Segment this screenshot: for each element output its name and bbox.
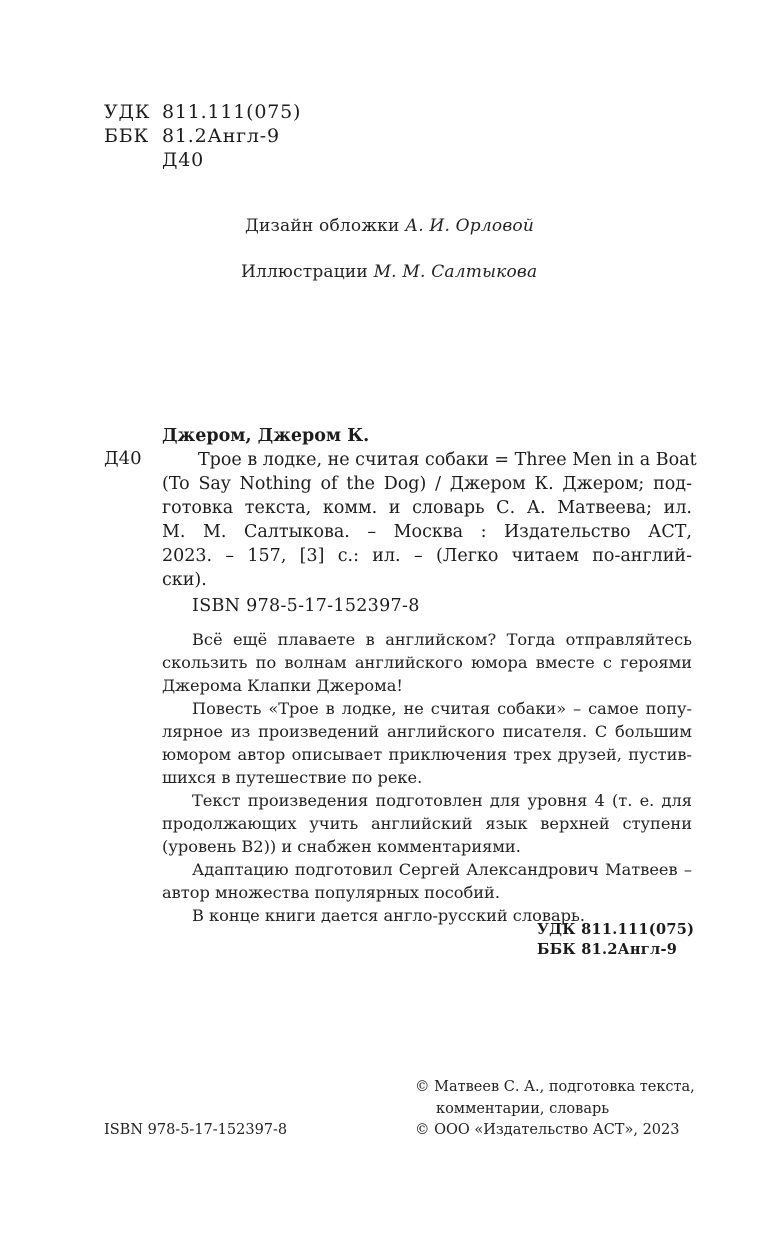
- illustrations-credit: [241, 262, 537, 282]
- annotation-paragraph: [162, 628, 692, 697]
- annotation-line: Адаптацию подготовил Сергей Александрович Матвеев –: [192, 860, 692, 879]
- annotation-line: (уровень B2)) и снабжен комментариями.: [162, 837, 521, 856]
- udk-code-right: УДК 811.111(075): [537, 921, 695, 938]
- isbn-record: ISBN 978-5-17-152397-8: [192, 596, 420, 616]
- annotation-line: продолжающих учить английский язык верхней ступени: [162, 814, 692, 833]
- annotation-line: скользить по волнам английского юмора вместе с героями: [162, 653, 692, 672]
- bib-line: Трое в лодке, не считая собаки = Three Men in a Boat: [198, 450, 697, 470]
- cover-design-prefix: Дизайн обложки: [245, 216, 400, 236]
- annotation-paragraph: [162, 858, 692, 904]
- annotation-paragraph: [162, 789, 692, 858]
- illustrator-name: М. М. Салтыкова: [373, 262, 538, 282]
- illustrations-prefix: Иллюстрации: [241, 262, 368, 282]
- author-mark: Д40: [162, 149, 205, 171]
- annotation-line: шихся в путешествие по реке.: [162, 768, 423, 787]
- annotation-line: автор множества популярных пособий.: [162, 883, 500, 902]
- udk-label: УДК: [104, 101, 151, 123]
- annotation-line: Текст произведения подготовлен для уровня 4 (т. е. для: [192, 791, 692, 810]
- bbk-label: ББК: [104, 125, 150, 147]
- bbk-code-right: ББК 81.2Англ-9: [537, 941, 678, 958]
- udk-value: 811.111(075): [162, 101, 302, 123]
- copyright-editor-line2: комментарии, словарь: [436, 1101, 610, 1117]
- bib-author-mark: Д40: [104, 448, 142, 469]
- annotation-line: Всё ещё плаваете в английском? Тогда отправляйтесь: [192, 630, 692, 649]
- annotation-line: В конце книги дается англо-русский словарь.: [192, 906, 585, 925]
- annotation-line: Джерома Клапки Джерома!: [162, 676, 403, 695]
- bbk-value: 81.2Англ-9: [162, 125, 280, 147]
- cover-designer-name: А. И. Орловой: [405, 216, 535, 236]
- annotation-line: юмором автор описывает приключения трех друзей, пустив-: [162, 745, 692, 764]
- bib-line: готовка текста, комм. и словарь С. А. Матвеева; ил.: [162, 498, 692, 518]
- annotation-line: лярное из произведений английского писателя. С большим: [162, 722, 692, 741]
- copyright-editor-line1: © Матвеев С. А., подготовка текста,: [415, 1079, 695, 1095]
- isbn-footer: ISBN 978-5-17-152397-8: [104, 1122, 288, 1138]
- annotation: [162, 628, 692, 927]
- annotation-line: Повесть «Трое в лодке, не считая собаки» – самое попу-: [192, 699, 692, 718]
- bib-line: 2023. – 157, [3] с.: ил. – (Легко читаем по-англий-: [162, 546, 692, 566]
- annotation-paragraph: [162, 697, 692, 789]
- author-heading: Джером, Джером К.: [162, 426, 370, 446]
- bib-line: ски).: [162, 570, 207, 590]
- classification-codes-right: [537, 920, 694, 960]
- copyright-publisher: © ООО «Издательство АСТ», 2023: [415, 1122, 680, 1138]
- cover-design-credit: [245, 216, 534, 236]
- bib-line: (To Say Nothing of the Dog) / Джером К. Джером; под-: [162, 474, 692, 494]
- bibliographic-record: [162, 424, 697, 592]
- bib-line: М. М. Салтыкова. – Москва : Издательство АСТ,: [162, 522, 692, 542]
